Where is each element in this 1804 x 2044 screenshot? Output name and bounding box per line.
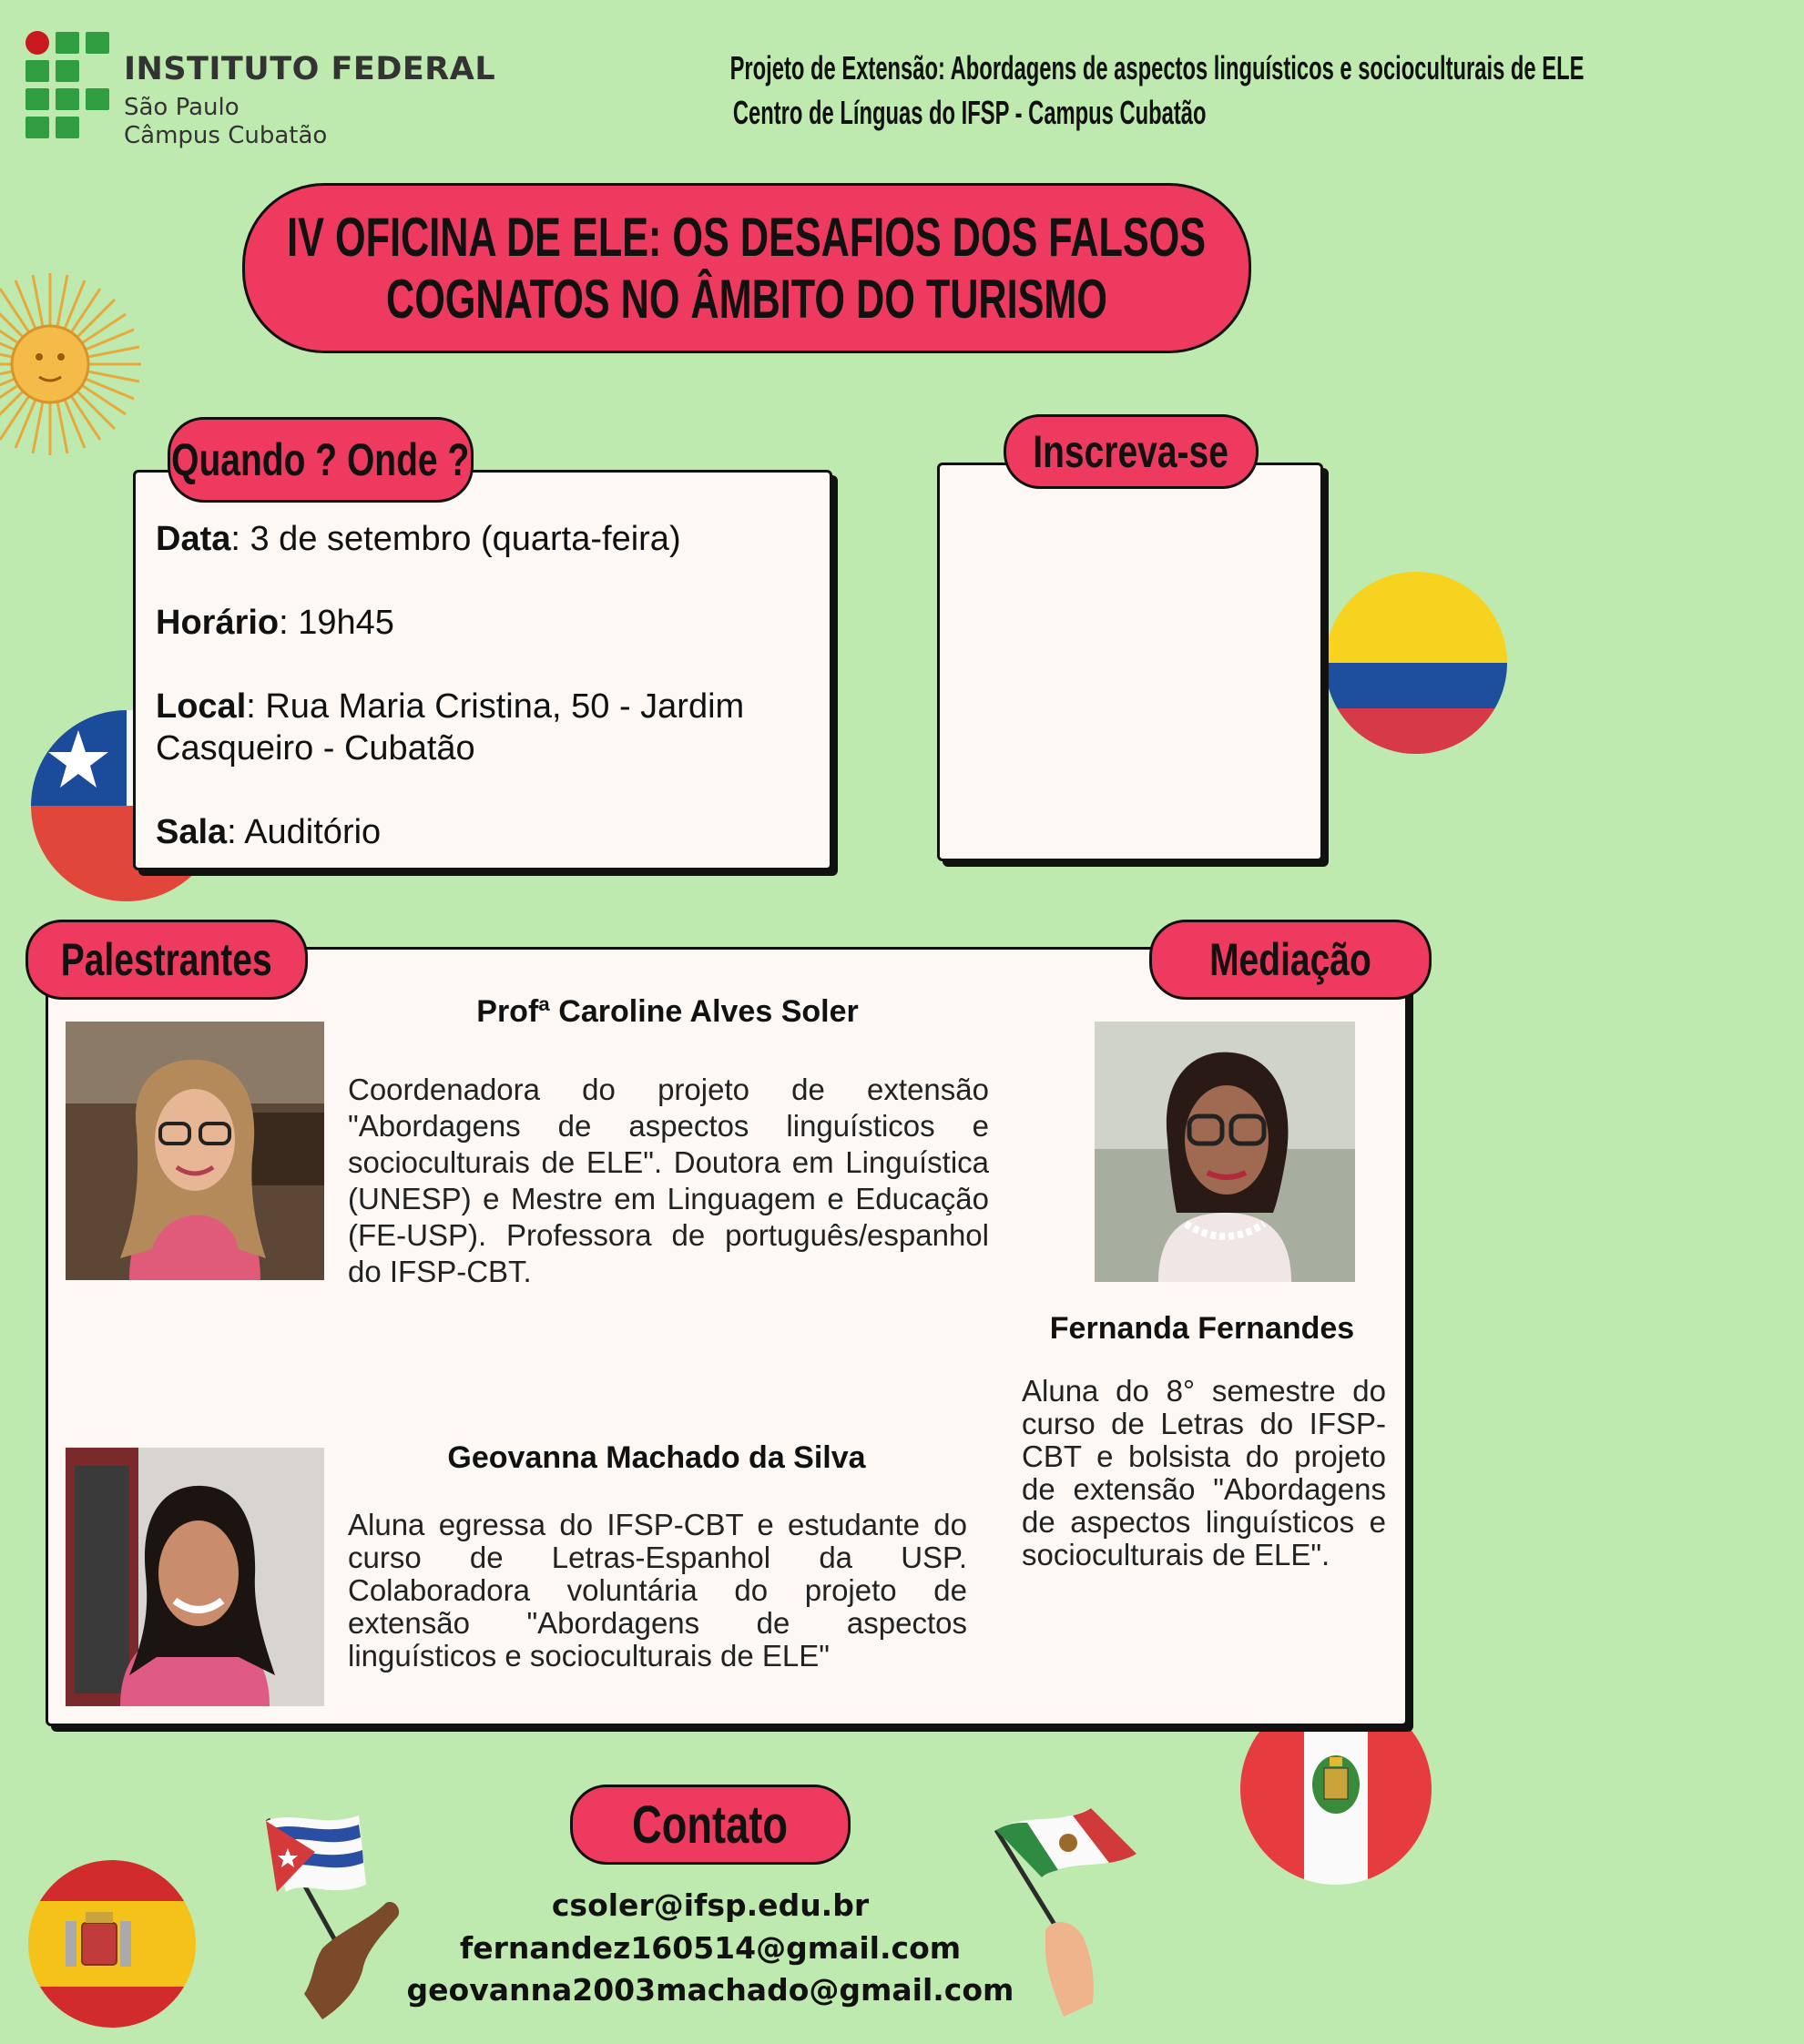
project-title	[510, 49, 1585, 87]
time-label: Horário	[156, 604, 280, 642]
signup-heading	[1004, 414, 1259, 489]
when-where-heading-text: Quando ? Onde ?	[171, 434, 470, 485]
logo-square	[25, 88, 49, 110]
when-where-card	[133, 470, 832, 870]
project-title-text: Projeto de Extensão: Abordagens de aspectos linguísticos e socioculturais de ELE	[729, 49, 1585, 86]
logo-square	[56, 32, 79, 54]
place-value: : Rua Maria Cristina, 50 - Jardim Casqueiro - Cubatão	[156, 687, 745, 768]
date-line	[156, 518, 810, 560]
logo-square	[86, 32, 109, 54]
speakers-heading	[25, 920, 308, 1000]
contact-email-3[interactable]: geovanna2003machado@gmail.com	[406, 1972, 1014, 2008]
contact-email-2[interactable]: fernandez160514@gmail.com	[459, 1930, 962, 1966]
logo-square	[25, 60, 49, 82]
chile-flag-icon	[31, 710, 140, 901]
room-value: : Auditório	[227, 813, 382, 851]
room-label: Sala	[156, 813, 228, 851]
logo-square	[86, 88, 109, 110]
institution-state: São Paulo	[124, 94, 240, 121]
mediation-heading-text: Mediação	[1209, 934, 1371, 985]
speaker2-name: Geovanna Machado da Silva	[447, 1440, 866, 1475]
institution-name: INSTITUTO FEDERAL	[124, 51, 496, 87]
mediator-name: Fernanda Fernandes	[1049, 1311, 1355, 1346]
colombia-flag-icon	[1325, 572, 1445, 754]
speaker2-bio: Aluna egressa do IFSP-CBT e estudante do curso de Letras-Espanhol da USP. Colaboradora voluntária do projeto de extensão "Abordagens de aspectos linguísticos e socioculturais de ELE"	[348, 1508, 967, 1673]
speaker1-bio: Coordenadora do projeto de extensão "Abordagens de aspectos linguísticos e socioculturais de ELE". Doutora em Linguística (UNESP) e Mestre em Linguagem e Educação (FE-USP). Professora de português/espanhol do IFSP-CBT.	[348, 1073, 989, 1288]
logo-square	[25, 117, 49, 138]
project-center	[510, 94, 1430, 132]
signup-card[interactable]	[937, 463, 1323, 861]
logo-red-dot	[25, 31, 49, 55]
logo-square	[56, 117, 79, 138]
contact-email-1[interactable]: csoler@ifsp.edu.br	[551, 1887, 870, 1923]
speaker1-name: Profª Caroline Alves Soler	[476, 994, 859, 1029]
place-label: Local	[156, 687, 247, 726]
when-where-heading	[168, 417, 474, 503]
logo-square	[56, 60, 79, 82]
mediation-heading	[1149, 920, 1432, 1000]
mediator-photo	[1095, 1022, 1355, 1282]
institute-logo	[25, 31, 109, 142]
logo-square	[56, 88, 79, 110]
signup-heading-text: Inscreva-se	[1033, 426, 1229, 477]
speakers-heading-text: Palestrantes	[61, 934, 272, 985]
project-center-text: Centro de Línguas do IFSP - Campus Cubatão	[733, 94, 1207, 131]
contact-heading	[570, 1785, 851, 1865]
event-title-line1: IV OFICINA DE ELE: OS DESAFIOS DOS FALSOS	[287, 206, 1207, 268]
room-line	[156, 811, 810, 853]
date-value: : 3 de setembro (quarta-feira)	[230, 520, 681, 558]
event-title	[242, 183, 1251, 353]
spain-flag-icon	[25, 1857, 199, 2030]
contact-heading-text: Contato	[632, 1795, 789, 1855]
speaker2-photo	[66, 1448, 324, 1706]
time-value: : 19h45	[279, 604, 394, 642]
speaker1-photo	[66, 1022, 324, 1280]
date-label: Data	[156, 520, 231, 558]
event-title-line2: COGNATOS NO ÂMBITO DO TURISMO	[385, 268, 1107, 330]
mediator-bio: Aluna do 8° semestre do curso de Letras do IFSP-CBT e bolsista do projeto de extensão "Abordagens de aspectos linguísticos e socioculturais de ELE".	[1022, 1374, 1386, 1571]
time-line	[156, 602, 810, 644]
place-line	[156, 686, 810, 769]
sun-of-may-icon	[0, 273, 155, 455]
institution-campus: Câmpus Cubatão	[124, 122, 328, 149]
